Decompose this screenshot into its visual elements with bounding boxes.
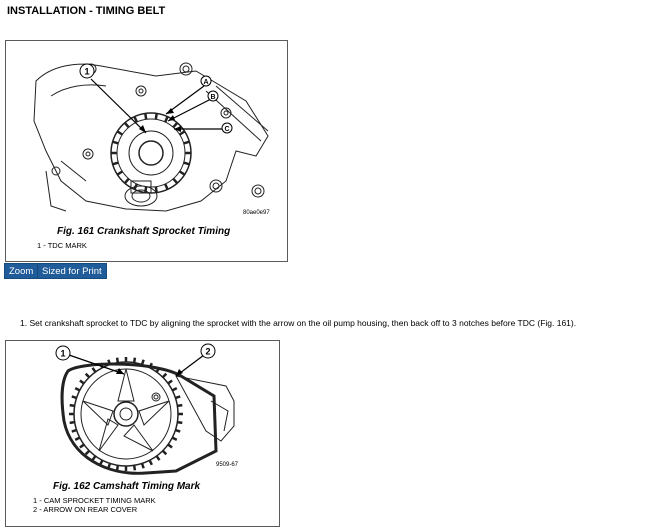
figure-legend	[33, 496, 156, 514]
callout-b: B	[210, 94, 216, 101]
callout-c: C	[224, 126, 230, 133]
legend-item: 1 - CAM SPROCKET TIMING MARK	[33, 496, 156, 505]
instruction-step-1: 1. Set crankshaft sprocket to TDC by aligning the sprocket with the arrow on the oil pump housing, then back off to 3 notches before TDC (Fig. 161).	[20, 318, 577, 328]
figure-legend	[37, 241, 87, 250]
figure-caption: Fig. 161 Crankshaft Sprocket Timing	[57, 226, 231, 237]
callout-1: 1	[60, 348, 66, 359]
page-title: INSTALLATION - TIMING BELT	[7, 5, 166, 17]
callout-2: 2	[205, 346, 211, 357]
camshaft-timing-illustration	[6, 341, 279, 481]
crankshaft-sprocket-illustration	[6, 41, 287, 226]
callout-1: 1	[84, 66, 90, 77]
callout-a: A	[203, 79, 209, 86]
figure-camshaft-timing	[5, 340, 280, 527]
sized-for-print-button[interactable]: Sized for Print	[37, 263, 107, 279]
legend-item: 1 - TDC MARK	[37, 241, 87, 250]
legend-item: 2 - ARROW ON REAR COVER	[33, 505, 138, 514]
figure-caption: Fig. 162 Camshaft Timing Mark	[53, 481, 201, 492]
figure-code: 9509-67	[216, 462, 239, 468]
figure-crankshaft-sprocket	[5, 40, 288, 262]
zoom-button[interactable]: Zoom	[4, 263, 38, 279]
figure-code: 80ae0e97	[243, 210, 270, 216]
